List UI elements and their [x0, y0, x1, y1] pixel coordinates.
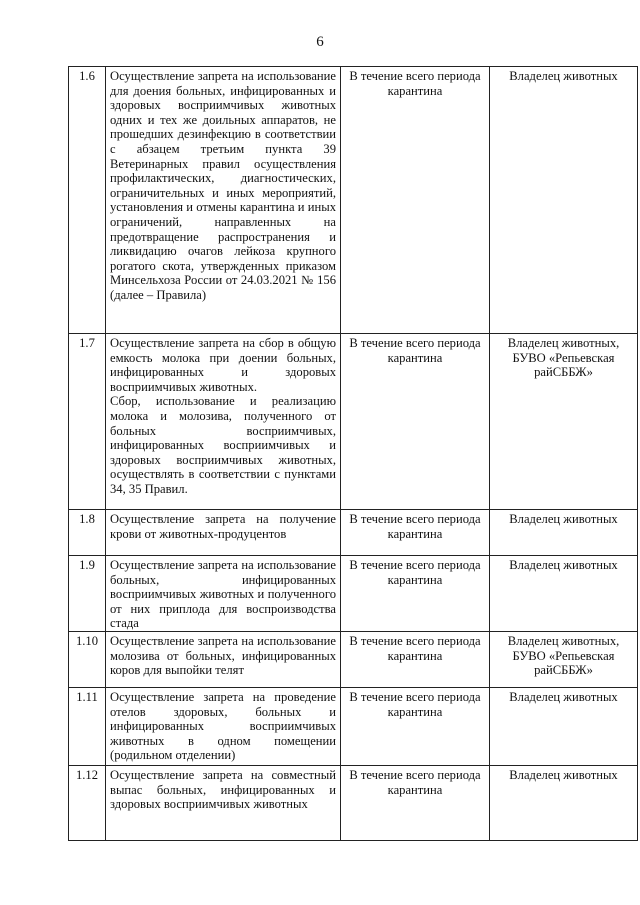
- row-number: 1.7: [69, 334, 106, 510]
- table-row: [69, 67, 638, 334]
- period-cell: В течение всего периода карантина: [341, 687, 490, 765]
- responsible-cell: Владелец животных: [490, 687, 638, 765]
- responsible-cell: Владелец животных: [490, 765, 638, 840]
- row-number: 1.6: [69, 67, 106, 334]
- row-number: 1.9: [69, 556, 106, 632]
- measure-description: [106, 631, 341, 687]
- measure-description: [106, 510, 341, 556]
- responsible-cell: Владелец животных: [490, 510, 638, 556]
- table-row: [69, 556, 638, 632]
- description-paragraph: Осуществление запрета на получение крови от животных-продуцентов: [110, 512, 336, 541]
- responsible-cell: Владелец животных: [490, 67, 638, 334]
- measures-table: [68, 66, 638, 841]
- row-number: 1.10: [69, 631, 106, 687]
- table-row: [69, 334, 638, 510]
- measure-description: [106, 67, 341, 334]
- description-paragraph: Осуществление запрета на проведение отелов здоровых, больных и инфицированных восприимчивых животных в одном помещении (родильном отделении): [110, 689, 336, 763]
- responsible-cell: Владелец животных, БУВО «Репьевская райСББЖ»: [490, 631, 638, 687]
- measure-description: [106, 765, 341, 840]
- row-number: 1.11: [69, 687, 106, 765]
- description-paragraph: Осуществление запрета на использование для доения больных, инфицированных и здоровых восприимчивых животных одних и тех же доильных аппаратов, не прошедших дезинфекцию в соответствии с абзацем третьим пункта 39 Ветеринарных правил осуществления профилактических, диагностических, ограничительных и иных мероприятий, установления и отмены карантина и иных ограничений, направленных на предотвращение распространения и ликвидацию очагов лейкоза крупного рогатого скота, утвержденных приказом Минсельхоза России от 24.03.2021 № 156 (далее – Правила): [110, 69, 336, 302]
- responsible-cell: Владелец животных: [490, 556, 638, 632]
- table-row: [69, 510, 638, 556]
- description-paragraph: Сбор, использование и реализацию молока и молозива, полученного от больных восприимчивых, инфицированных восприимчивых и здоровых восприимчивых животных, осуществлять в соответствии с пунктами 34, 35 Правил.: [110, 394, 336, 496]
- description-paragraph: Осуществление запрета на совместный выпас больных, инфицированных и здоровых восприимчивых животных: [110, 767, 336, 812]
- description-paragraph: Осуществление запрета на сбор в общую емкость молока при доении больных, инфицированных и здоровых восприимчивых животных.: [110, 336, 336, 394]
- period-cell: В течение всего периода карантина: [341, 556, 490, 632]
- page-number: 6: [316, 34, 324, 50]
- measure-description: [106, 687, 341, 765]
- period-cell: В течение всего периода карантина: [341, 631, 490, 687]
- row-number: 1.12: [69, 765, 106, 840]
- table-row: [69, 765, 638, 840]
- period-cell: В течение всего периода карантина: [341, 510, 490, 556]
- table-row: [69, 631, 638, 687]
- description-paragraph: Осуществление запрета на использование молозива от больных, инфицированных коров для выпойки телят: [110, 633, 336, 678]
- measure-description: [106, 334, 341, 510]
- period-cell: В течение всего периода карантина: [341, 67, 490, 334]
- table-row: [69, 687, 638, 765]
- responsible-cell: Владелец животных, БУВО «Репьевская райСББЖ»: [490, 334, 638, 510]
- period-cell: В течение всего периода карантина: [341, 334, 490, 510]
- period-cell: В течение всего периода карантина: [341, 765, 490, 840]
- description-paragraph: Осуществление запрета на использование больных, инфицированных восприимчивых животных и полученного от них приплода для воспроизводства стада: [110, 558, 336, 631]
- row-number: 1.8: [69, 510, 106, 556]
- measure-description: [106, 556, 341, 632]
